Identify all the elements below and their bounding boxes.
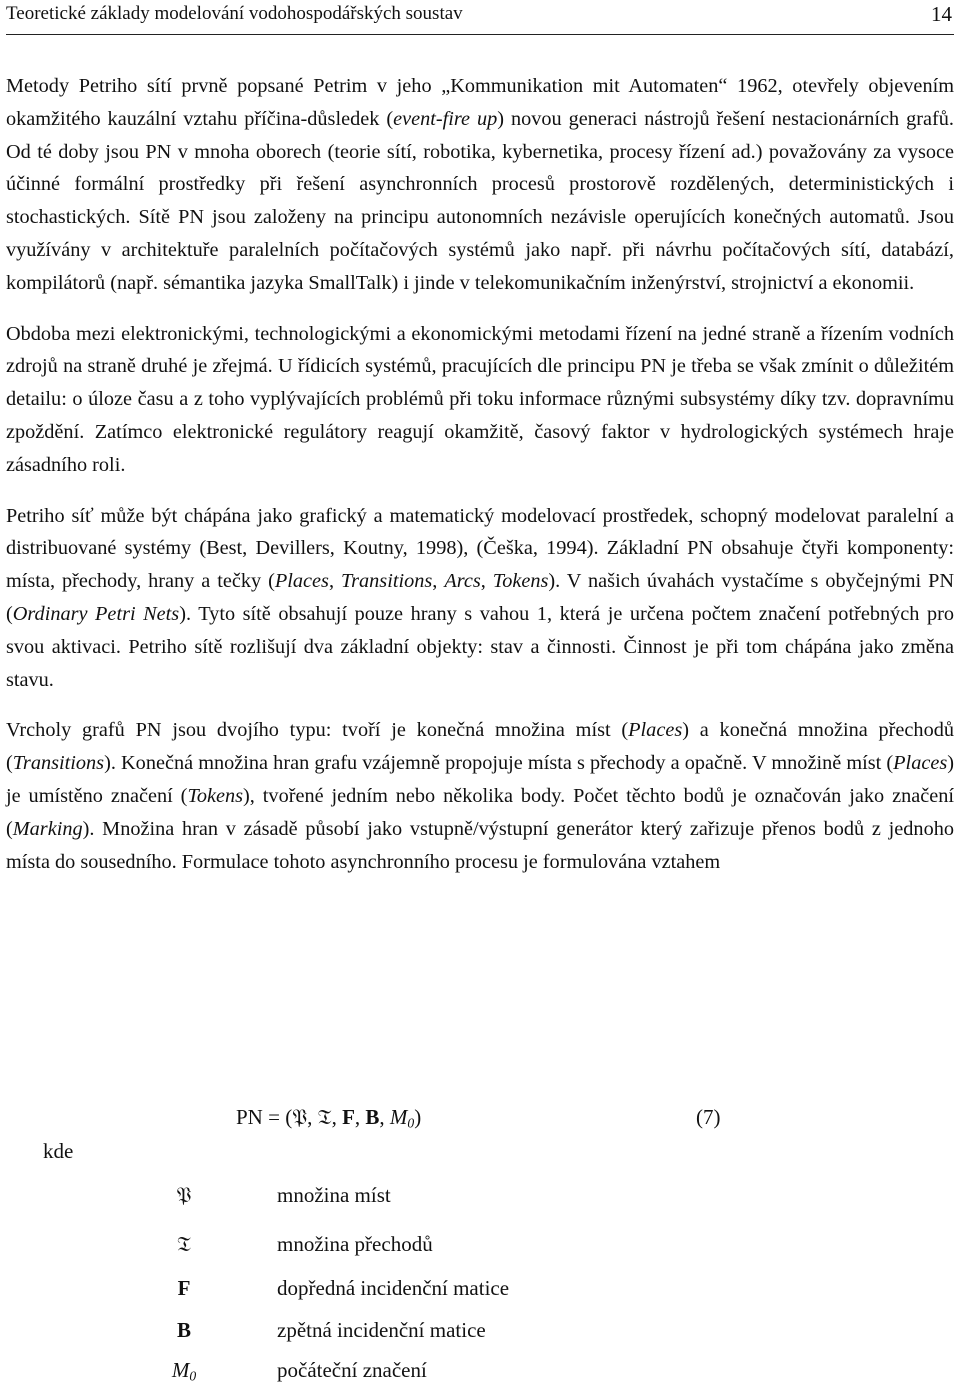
body-text [6, 70, 954, 896]
text-run: ) novou generaci nástrojů řešení nestacionárních grafů. Od té doby jsou PN v mnoha oborech (teorie sítí, robotika, kybernetika, procesy řízení ad.) považovány za vysoce účinné formální prostředky při řešení asynchronních procesů prostorově rozdělených, deterministických i stochastických. Sítě PN jsou založeny na principu autonomních nezávisle operujících konečných automatů. Jsou využívány v architektuře paralelních počítačových systémů jako např. při návrhu počítačových sítí, databází, kompilátorů (např. sémantika jazyka SmallTalk) i jinde v telekomunikačním inženýrství, strojnictví a ekonomii. [6, 107, 954, 294]
equation-separator: , [307, 1105, 318, 1129]
definition-row [0, 1224, 960, 1264]
equation-separator: , [331, 1105, 343, 1129]
text-run: ). V našich úvahách vystačíme s obyčejnými PN ( [6, 570, 955, 625]
definition-row [0, 1268, 960, 1308]
text-run: Vrcholy grafů PN jsou dvojího typu: tvoří je konečná množina míst ( [6, 719, 629, 742]
equation [236, 1100, 756, 1134]
text-run: ) je umístěno značení ( [6, 752, 954, 807]
definition-symbol: 𝔓 [176, 1183, 192, 1207]
page-header [6, 0, 954, 35]
backward-matrix-symbol: B [365, 1105, 380, 1129]
text-run: ). Množina hran v zásadě působí jako vstupně/výstupní generátor který zařizuje přenos bodů z jednoho místa do sousedního. Formulace tohoto asynchronního procesu je formulována vztahem [6, 817, 954, 873]
italic-term: Arcs [444, 570, 481, 593]
text-run: , [480, 570, 493, 593]
definition-row [0, 1350, 960, 1390]
text-run: , [432, 570, 445, 593]
paragraph [6, 318, 954, 482]
equation-number: (7) [696, 1105, 721, 1129]
paragraph [6, 500, 954, 697]
definition-row [0, 1310, 960, 1350]
definition-text: množina míst [277, 1183, 391, 1207]
definition-symbol: F [177, 1276, 191, 1300]
italic-term: Tokens [187, 784, 244, 807]
definition-text: počáteční značení [277, 1358, 427, 1382]
page-number: 14 [931, 2, 952, 26]
italic-term: Marking [12, 817, 83, 840]
text-run: Obdoba mezi elektronickými, technologickými a ekonomickými metodami řízení na jedné straně a řízením vodních zdrojů na straně druhé je zřejmá. U řídicích systémů, pracujících dle principu PN je třeba se však zmínit o důležitém detailu: o úloze času a z toho vyplývajících problémů při toku informace různými subsystémy díky tzv. dopravnímu zpoždění. Zatímco elektronické regulátory reagují okamžitě, časový faktor v hydrologických systémech hraje zásadního roli. [6, 322, 954, 476]
initial-marking-symbol: M [389, 1105, 408, 1129]
text-run: , [328, 570, 341, 593]
initial-marking-subscript: 0 [407, 1115, 415, 1131]
text-run: Metody Petriho sítí prvně popsané Petrim v jeho „Kommunikation mit Automaten“ 1962, otevřely objevením okamžitého kauzální vztahu příčina-důsledek ( [6, 75, 954, 130]
definition-text: dopředná incidenční matice [277, 1276, 510, 1300]
italic-term: Ordinary Petri Nets [12, 602, 180, 625]
paragraph [6, 70, 954, 300]
where-label: kde [43, 1139, 74, 1163]
symbol-subscript: 0 [189, 1368, 197, 1384]
paragraph [6, 714, 954, 878]
equation-body [236, 1105, 421, 1129]
italic-term: Places [628, 719, 683, 742]
equation-lhs: PN = ( [236, 1105, 293, 1129]
definition-symbol: B [176, 1318, 191, 1342]
text-run: ), tvořené jedním nebo několika body. Počet těchto bodů je označován jako značení ( [6, 784, 954, 840]
italic-term: Transitions [340, 570, 433, 593]
equation-separator: , [379, 1105, 390, 1129]
italic-term: Places [893, 752, 948, 775]
text-run: Petriho síť může být chápána jako grafický a matematický modelovací prostředek, schopný modelovat paralelní a distribuované systémy (Best, Devillers, Koutny, 1998), (Češka, 1994). Základní PN obsahuje čtyři komponenty: místa, přechody, hrany a tečky ( [6, 504, 954, 593]
text-run: ) a konečná množina přechodů ( [6, 719, 954, 775]
symbol-main: M [171, 1358, 190, 1382]
text-run: ). Konečná množina hran grafu vzájemně propojuje místa s přechody a opačně. V množině míst ( [104, 752, 894, 775]
text-run: ). Tyto sítě obsahují pouze hrany s vahou 1, která je určena počtem značení potřebných pro svou aktivaci. Petriho sítě rozlišují dva základní objekty: stav a činnosti. Činnost je při tom chápána jako změna stavu. [6, 602, 954, 691]
forward-matrix-symbol: F [342, 1105, 355, 1129]
places-symbol: 𝔓 [292, 1105, 308, 1129]
equation-rhs: ) [414, 1105, 422, 1129]
italic-term: Tokens [492, 570, 549, 593]
running-title: Teoretické základy modelování vodohospodářských soustav [6, 3, 463, 24]
definition-text: množina přechodů [277, 1232, 433, 1256]
definition-text: zpětná incidenční matice [277, 1318, 486, 1342]
definition-row [0, 1175, 960, 1215]
italic-term: Places [274, 570, 329, 593]
transitions-symbol: 𝔗 [317, 1105, 332, 1129]
italic-term: event-fire up [393, 107, 498, 130]
italic-term: Transitions [12, 752, 105, 775]
definition-symbol: 𝔗 [177, 1232, 191, 1256]
equation-separator: , [354, 1105, 366, 1129]
definition-symbol [164, 1350, 204, 1396]
